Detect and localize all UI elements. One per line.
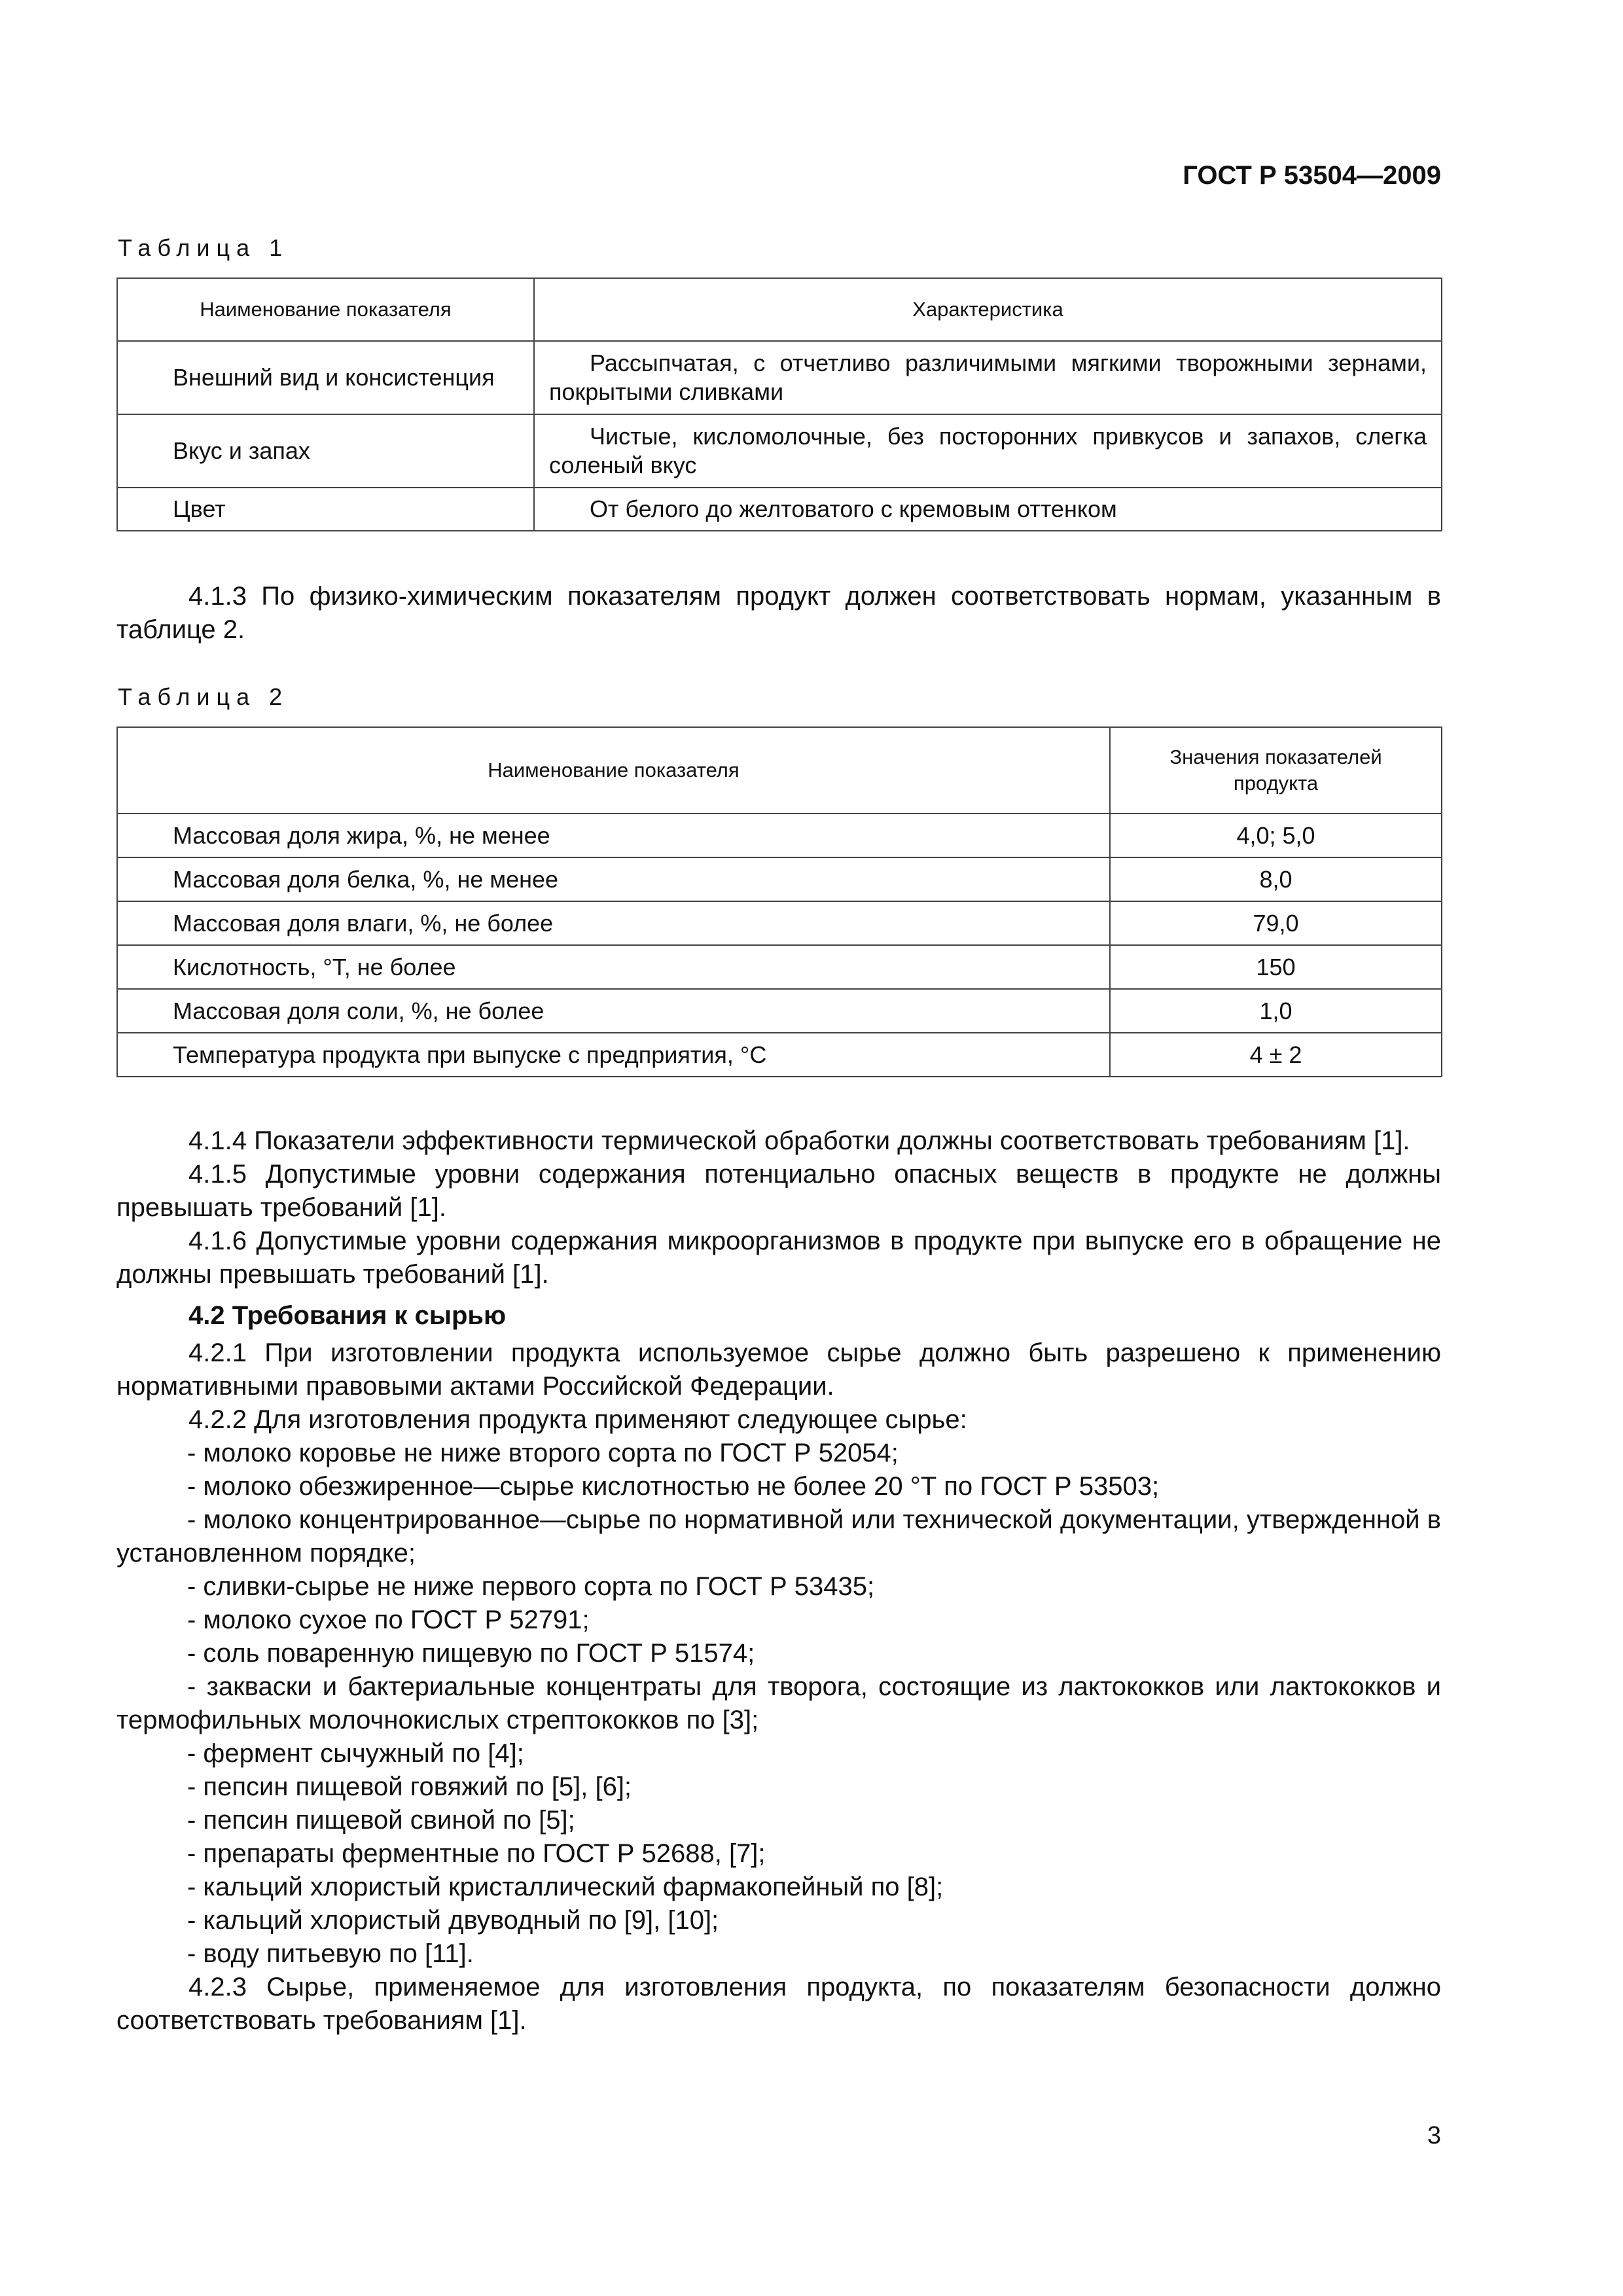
table1-header-characteristic: Характеристика (534, 278, 1442, 341)
table2-row-value: 1,0 (1110, 989, 1442, 1033)
table1-caption: Таблица 1 (118, 234, 289, 261)
table2-row-name: Массовая доля белка, %, не менее (117, 857, 1110, 901)
table2-row-value: 79,0 (1110, 901, 1442, 945)
paragraph-4-1-6: 4.1.6 Допустимые уровни содержания микроорганизмов в продукте при выпуске его в обращение не должны превышать требований [1]. (116, 1227, 1441, 1289)
standard-code: ГОСТ Р 53504—2009 (1183, 161, 1441, 190)
table2-header-values: Значения показателей продукта (1110, 727, 1442, 814)
table1-row-value-text: Чистые, кисломолочные, без посторонних привкусов и запахов, слегка соленый вкус (549, 423, 1427, 478)
list-item: - кальций хлористый кристаллический фармакопейный по [8]; (187, 1873, 944, 1901)
table2-row-value: 4,0; 5,0 (1110, 814, 1442, 857)
paragraph-4-2-2: 4.2.2 Для изготовления продукта применяют следующее сырье: (188, 1405, 967, 1434)
table1-row-name: Цвет (117, 488, 534, 531)
paragraph-4-1-4: 4.1.4 Показатели эффективности термической обработки должны соответствовать требованиям [1]. (188, 1126, 1410, 1155)
table1-row-value-text: От белого до желтоватого с кремовым оттенком (590, 495, 1117, 522)
table-row (117, 945, 1442, 989)
table2-row-value: 150 (1110, 945, 1442, 989)
paragraph-4-2-1: 4.2.1 При изготовлении продукта используемое сырье должно быть разрешено к применению нормативными правовыми актами Российской Федерации. (116, 1338, 1441, 1401)
list-item: - молоко концентрированное—сырье по нормативной или технической документации, утвержденной в установленном порядке; (116, 1505, 1441, 1568)
table2-caption: Таблица 2 (118, 683, 289, 710)
table2-row-value: 8,0 (1110, 857, 1442, 901)
list-item: - кальций хлористый двуводный по [9], [10]; (187, 1906, 719, 1935)
list-item: - пепсин пищевой свиной по [5]; (187, 1806, 575, 1835)
list-item: - воду питьевую по [11]. (187, 1939, 474, 1968)
table2-row-name: Массовая доля влаги, %, не более (117, 901, 1110, 945)
table-row (117, 814, 1442, 857)
paragraph-4-2-3: 4.2.3 Сырье, применяемое для изготовления продукта, по показателям безопасности должно соответствовать требованиям [1]. (116, 1973, 1441, 2035)
table2-header-row (117, 727, 1442, 814)
table1-row-name: Внешний вид и консистенция (117, 341, 534, 414)
list-item: - фермент сычужный по [4]; (187, 1739, 524, 1768)
paragraph-4-1-5: 4.1.5 Допустимые уровни содержания потенциально опасных веществ в продукте не должны превышать требований [1]. (116, 1160, 1441, 1222)
table-row (117, 901, 1442, 945)
table1-row-name: Вкус и запах (117, 414, 534, 488)
list-item: - пепсин пищевой говяжий по [5], [6]; (187, 1772, 632, 1801)
list-item: - сливки-сырье не ниже первого сорта по ГОСТ Р 53435; (187, 1572, 875, 1601)
table1-row-value (534, 488, 1442, 531)
table2-row-name: Массовая доля соли, %, не более (117, 989, 1110, 1033)
table2-header-name: Наименование показателя (117, 727, 1110, 814)
page-number: 3 (1427, 2122, 1441, 2149)
table1-row-value (534, 341, 1442, 414)
table2-row-name: Кислотность, °Т, не более (117, 945, 1110, 989)
table1-row-value-text: Рассыпчатая, с отчетливо различимыми мягкими творожными зернами, покрытыми сливками (549, 350, 1427, 405)
table2-row-value: 4 ± 2 (1110, 1033, 1442, 1077)
table1-header-name: Наименование показателя (117, 278, 534, 341)
list-item: - закваски и бактериальные концентраты для творога, состоящие из лактококков или лактококков и термофильных молочнокислых стрептококков по [3]; (116, 1672, 1441, 1734)
main-text (116, 1124, 1441, 2037)
table2 (116, 726, 1442, 1077)
table-row (117, 414, 1442, 488)
table-row (117, 1033, 1442, 1077)
list-item: - молоко коровье не ниже второго сорта по ГОСТ Р 52054; (187, 1439, 899, 1467)
list-item: - молоко сухое по ГОСТ Р 52791; (187, 1605, 590, 1634)
table-row (117, 857, 1442, 901)
table1-header-row (117, 278, 1442, 341)
table1-row-value (534, 414, 1442, 488)
list-item: - препараты ферментные по ГОСТ Р 52688, [7]; (187, 1839, 766, 1868)
table-row (117, 488, 1442, 531)
table-row (117, 341, 1442, 414)
table2-row-name: Температура продукта при выпуске с предприятия, °С (117, 1033, 1110, 1077)
table1 (116, 278, 1442, 531)
paragraph-4-1-3: 4.1.3 По физико-химическим показателям продукт должен соответствовать нормам, указанным в таблице 2. (116, 582, 1441, 644)
paragraph-4-1-3-block (116, 580, 1441, 647)
table-row (117, 989, 1442, 1033)
list-item: - соль поваренную пищевую по ГОСТ Р 51574; (187, 1639, 755, 1668)
table2-row-name: Массовая доля жира, %, не менее (117, 814, 1110, 857)
section-4-2-title: 4.2 Требования к сырью (188, 1301, 507, 1330)
list-item: - молоко обезжиренное—сырье кислотностью не более 20 °Т по ГОСТ Р 53503; (187, 1472, 1160, 1501)
